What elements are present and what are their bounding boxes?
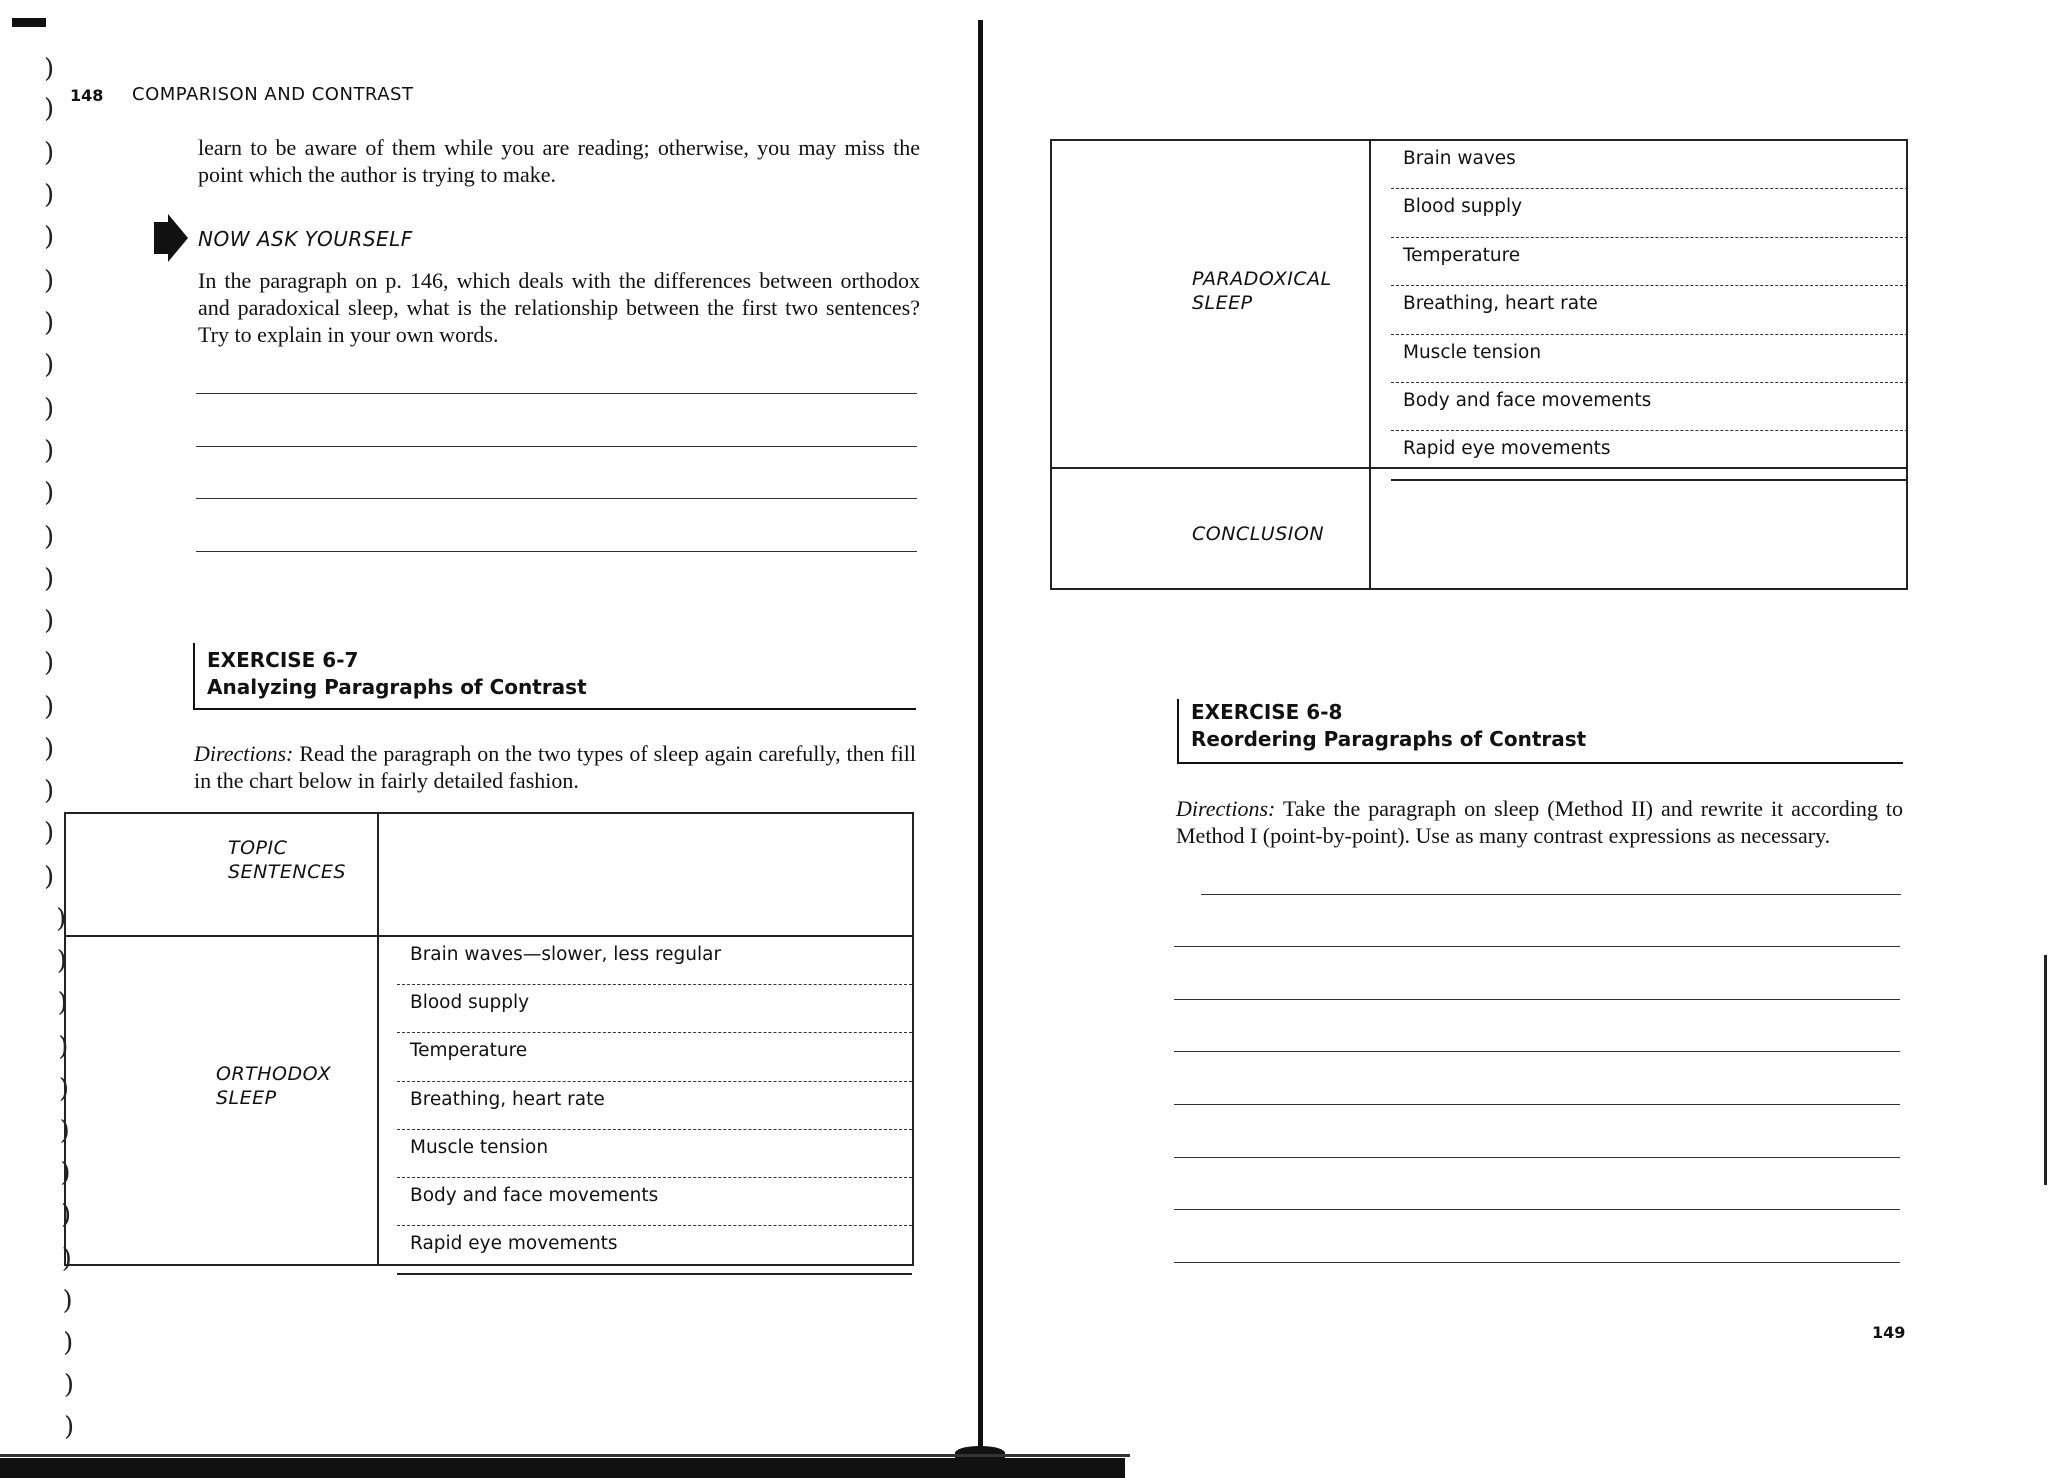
topic-sentences-label: TOPIC SENTENCES: [228, 837, 346, 883]
binding-ring-mark: ): [44, 776, 55, 806]
answer-line[interactable]: [1174, 1157, 1900, 1158]
chart-section-divider: [1050, 467, 1908, 469]
answer-line[interactable]: [1174, 1051, 1900, 1052]
book-spine: [978, 20, 983, 1460]
scan-corner-mark: [12, 18, 46, 27]
chart-section-divider: [64, 935, 914, 937]
binding-ring-mark: ): [44, 818, 55, 848]
exercise-directions: [1176, 795, 1903, 849]
binding-ring-mark: ): [56, 904, 67, 934]
chart-row-line[interactable]: [1391, 430, 1908, 431]
chart-row-line[interactable]: [397, 1129, 912, 1130]
binding-ring-mark: ): [44, 862, 55, 892]
binding-ring-mark: ): [44, 94, 55, 124]
answer-line[interactable]: [1174, 1104, 1900, 1105]
chart-row-label: Body and face movements: [410, 1185, 659, 1206]
chart-row-label: Muscle tension: [1403, 341, 1542, 363]
chart-row-line[interactable]: [1391, 237, 1908, 238]
page-number-right: 149: [1872, 1323, 1906, 1342]
binding-ring-mark: ): [44, 350, 55, 380]
chart-row-line[interactable]: [1391, 479, 1908, 481]
chart-row-label: Temperature: [1403, 244, 1521, 266]
chart-row-line[interactable]: [397, 1273, 912, 1275]
chart-row-label: Brain waves—slower, less regular: [410, 944, 722, 965]
directions-text: Take the paragraph on sleep (Method II) and rewrite it according to Method I (point-by-point). Use as many contrast expressions as necessary.: [1176, 796, 1903, 848]
exercise-6-7-header: [193, 643, 916, 710]
chart-row-label: Blood supply: [1403, 196, 1523, 218]
running-head: COMPARISON AND CONTRAST: [132, 84, 414, 105]
directions-text: Read the paragraph on the two types of sleep again carefully, then fill in the chart below in fairly detailed fashion.: [194, 741, 917, 793]
binding-ring-mark: ): [59, 1116, 70, 1146]
chart-column-divider: [377, 812, 379, 1266]
chart-row-label: Body and face movements: [1403, 390, 1652, 411]
binding-ring-mark: ): [61, 1244, 72, 1274]
chart-column-divider: [1369, 139, 1371, 590]
chart-row-label: Blood supply: [410, 992, 530, 1014]
answer-line[interactable]: [1174, 999, 1900, 1000]
binding-ring-mark: ): [57, 988, 68, 1018]
now-ask-question: In the paragraph on p. 146, which deals with the differences between orthodox and paradoxical sleep, what is the relationship between the first two sentences? Try to explain in your own words.: [198, 268, 920, 347]
chart-row-line[interactable]: [1391, 285, 1908, 286]
page-bottom-edge: [0, 1458, 1125, 1478]
chart-row-line[interactable]: [1391, 382, 1908, 383]
binding-ring-mark: ): [61, 1200, 72, 1230]
exercise-title: Analyzing Paragraphs of Contrast: [207, 675, 587, 699]
intro-paragraph: learn to be aware of them while you are reading; otherwise, you may miss the point which the author is trying to make.: [198, 135, 920, 187]
chart-row-line[interactable]: [397, 1225, 912, 1226]
chart-row-line[interactable]: [397, 984, 912, 985]
directions-label: Directions:: [1176, 796, 1276, 821]
binding-ring-mark: ): [58, 1074, 70, 1104]
chart-row-label: Breathing, heart rate: [1403, 293, 1598, 315]
chart-row-label: Muscle tension: [410, 1136, 549, 1158]
binding-ring-mark: ): [44, 436, 55, 466]
answer-line[interactable]: [196, 446, 917, 447]
answer-line[interactable]: [196, 551, 917, 552]
binding-ring-mark: ): [62, 1286, 73, 1316]
binding-ring-mark: ): [44, 54, 55, 84]
binding-ring-mark: ): [44, 564, 55, 594]
page-number-left: 148: [70, 86, 104, 105]
paradoxical-sleep-label: PARADOXICAL SLEEP: [1192, 268, 1332, 314]
chart-row-line[interactable]: [397, 1177, 912, 1178]
binding-ring-mark: ): [44, 138, 55, 168]
chart-row-line[interactable]: [1391, 188, 1908, 189]
directions-label: Directions:: [194, 741, 294, 766]
now-ask-heading: NOW ASK YOURSELF: [198, 227, 413, 251]
binding-ring-mark: ): [44, 180, 55, 210]
chart-row-line[interactable]: [397, 1081, 912, 1082]
binding-ring-mark: ): [44, 606, 55, 636]
binding-ring-mark: ): [44, 222, 55, 252]
chart-row-label: Rapid eye movements: [410, 1233, 618, 1255]
orthodox-sleep-label: ORTHODOX SLEEP: [216, 1063, 332, 1109]
exercise-directions: [194, 740, 916, 794]
binding-ring-mark: ): [63, 1370, 75, 1400]
binding-ring-mark: ): [58, 1032, 69, 1062]
binding-ring-mark: ): [44, 734, 55, 764]
answer-line[interactable]: [1174, 1209, 1900, 1210]
exercise-number: EXERCISE 6-7: [207, 648, 359, 672]
exercise-6-8-header: [1177, 699, 1903, 764]
binding-ring-mark: ): [44, 478, 55, 508]
conclusion-label: CONCLUSION: [1192, 523, 1325, 545]
binding-ring-mark: ): [44, 522, 55, 552]
chart-row-line[interactable]: [397, 1032, 912, 1033]
binding-ring-mark: ): [60, 1158, 71, 1188]
binding-ring-mark: ): [56, 946, 67, 976]
answer-line[interactable]: [1201, 894, 1901, 895]
exercise-number: EXERCISE 6-8: [1191, 700, 1343, 724]
binding-ring-mark: ): [44, 308, 55, 338]
exercise-title: Reordering Paragraphs of Contrast: [1191, 727, 1587, 751]
chart-row-label: Brain waves: [1403, 148, 1516, 169]
binding-ring-mark: ): [44, 648, 55, 678]
answer-line[interactable]: [1174, 1262, 1900, 1263]
page-bottom-edge-line: [0, 1454, 1130, 1457]
answer-line[interactable]: [1174, 946, 1900, 947]
answer-line[interactable]: [196, 498, 917, 499]
binding-ring-mark: ): [44, 692, 55, 722]
arrow-right-icon: [154, 214, 188, 262]
chart-row-label: Rapid eye movements: [1403, 438, 1611, 460]
binding-ring-mark: ): [44, 266, 55, 296]
answer-line[interactable]: [196, 393, 917, 394]
binding-ring-mark: ): [64, 1412, 75, 1442]
chart-row-label: Breathing, heart rate: [410, 1088, 605, 1110]
right-edge-mark: [2044, 955, 2047, 1185]
chart-row-label: Temperature: [410, 1040, 528, 1062]
chart-row-line[interactable]: [1391, 334, 1908, 335]
binding-ring-mark: ): [44, 394, 55, 424]
binding-ring-mark: ): [63, 1328, 74, 1358]
